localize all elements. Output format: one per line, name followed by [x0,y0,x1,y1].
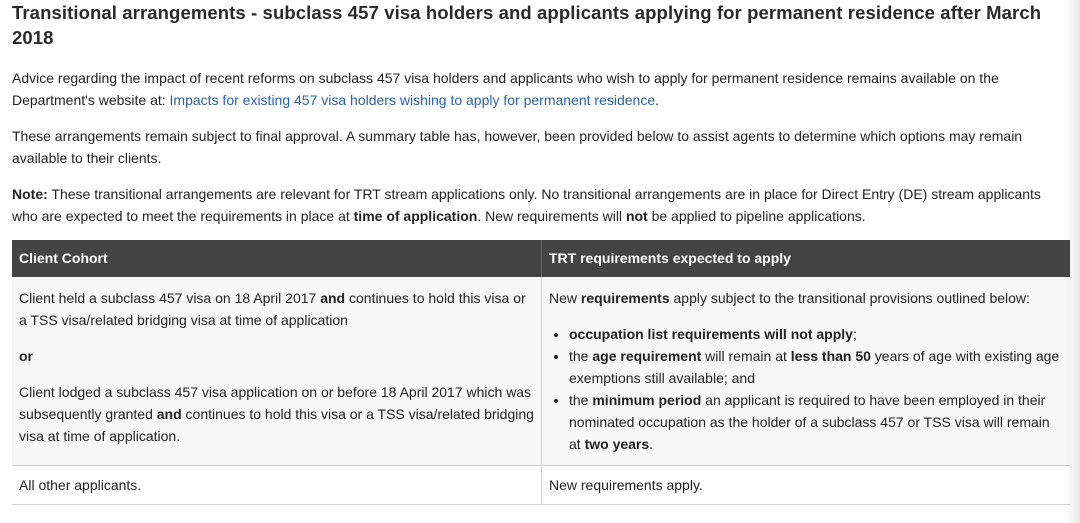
page-edge-shadow [1066,0,1080,523]
cohort-cell [12,277,542,466]
table-header-row [12,240,1070,277]
text-span: . [649,436,654,452]
list-item [569,389,1063,455]
header-client-cohort: Client Cohort [12,240,542,277]
text-span: an applicant is required to have been employed in their nominated occupation as the holder of a subclass 457 or TSS visa will remain at [569,392,1050,452]
requirements-list [549,323,1063,455]
page-title: Transitional arrangements - subclass 457 visa holders and applicants applying for permanent residence after March 2018 [12,2,1042,48]
or-separator [19,345,534,367]
requirements-cell: New requirements apply. [542,466,1071,505]
cohort-lodged-text [19,381,534,447]
bold-age-requirement: age requirement [592,348,702,364]
text-span: Client lodged a subclass 457 visa application on or before 18 April 2017 which was subsequently granted [19,384,532,422]
note-text: be applied to pipeline applications. [647,208,866,224]
requirements-intro [549,287,1063,309]
list-item [569,345,1063,389]
intro-paragraph [12,67,1070,111]
bold-minimum-period: minimum period [592,392,702,408]
list-item [569,323,1063,345]
bold-occupation-list: occupation list requirements will not apply [569,326,853,342]
text-span: Client held a subclass 457 visa on 18 April 2017 [19,290,321,306]
bold-or: or [19,348,33,364]
intro-end: . [655,92,660,108]
text-span: ; [852,326,857,342]
bold-and: and [156,406,182,422]
content-area [12,0,1070,493]
table-row [12,277,1070,466]
bold-requirements: requirements [580,290,670,306]
header-trt-requirements: TRT requirements expected to apply [542,240,1071,277]
bold-and: and [320,290,346,306]
text-span: New [549,290,581,306]
text-span: will remain at [701,348,791,364]
intro-text: Advice regarding the impact of recent reforms on subclass 457 visa holders and applicants who wish to apply for permanent residence remains available on the Department's website at: [12,70,999,108]
note-text: These transitional arrangements are relevant for TRT stream applications only. No transitional arrangements are in place for Direct Entry (DE) stream applicants who are expected to meet the requirements in place at [12,186,1041,224]
approval-paragraph: These arrangements remain subject to final approval. A summary table has, however, been provided below to assist agents to determine which options may remain available to their clients. [12,128,1023,166]
impacts-457-link[interactable]: Impacts for existing 457 visa holders wishing to apply for permanent residence [169,92,656,108]
cohort-held-text [19,287,534,331]
transitional-table [12,240,1070,505]
text-span: continues to hold this visa or a TSS visa/related bridging visa at time of application. [19,406,534,444]
note-text: . New requirements will [477,208,626,224]
requirements-cell [542,277,1071,466]
table-row [12,466,1070,505]
text-span: the [569,392,593,408]
text-span: continues to hold this visa or a TSS visa/related bridging visa at time of application [19,290,526,328]
cohort-cell: All other applicants. [12,466,542,505]
spacer [19,331,534,345]
bold-less-than-50: less than 50 [790,348,871,364]
bold-two-years: two years [584,436,650,452]
text-span: apply subject to the transitional provisions outlined below: [669,290,1030,306]
note-label: Note: [12,186,48,202]
note-paragraph [12,183,1070,227]
text-span: years of age with existing age exemptions still available; and [569,348,1060,386]
note-bold-not: not [625,208,648,224]
spacer [19,367,534,381]
note-bold-time: time of application [353,208,478,224]
text-span: the [569,348,593,364]
